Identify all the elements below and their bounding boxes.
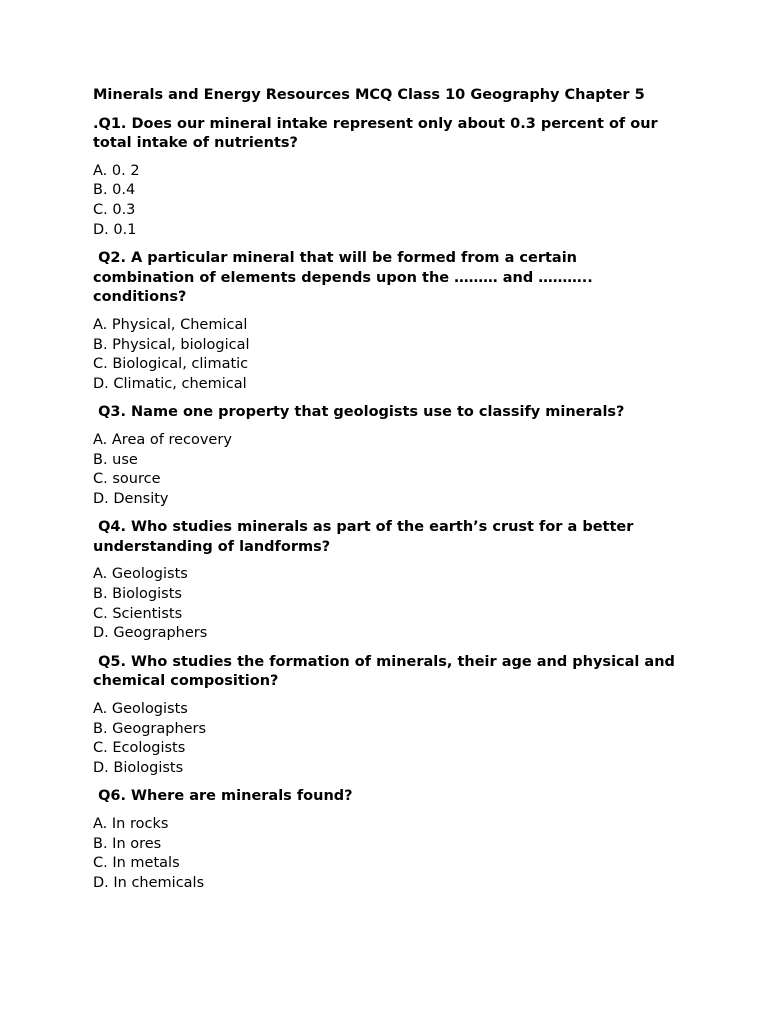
option-a: A. Geologists xyxy=(93,566,188,583)
document-title: Minerals and Energy Resources MCQ Class 10 Geography Chapter 5 xyxy=(93,87,645,103)
question-text: Q3. Name one property that geologists use to classify minerals? xyxy=(93,404,625,421)
question-text: Q4. Who studies minerals as part of the earth’s crust for a better understanding of landforms? xyxy=(93,519,639,555)
question-block-5 xyxy=(93,653,683,779)
option-d: D. In chemicals xyxy=(93,874,205,891)
question-text: Q5. Who studies the formation of minerals, their age and physical and chemical composition? xyxy=(93,653,680,690)
option-b: B. In ores xyxy=(93,835,162,852)
options-list xyxy=(93,316,683,394)
option-c: C. Scientists xyxy=(93,605,183,622)
option-d: D. Geographers xyxy=(93,625,208,642)
option-b: B. 0.4 xyxy=(93,182,136,199)
option-b: B. Biologists xyxy=(93,586,182,603)
options-list xyxy=(93,162,683,240)
question-block-3 xyxy=(93,403,683,509)
option-a: A. Area of recovery xyxy=(93,431,232,448)
option-c: C. source xyxy=(93,471,161,488)
option-a: A. Physical, Chemical xyxy=(93,316,248,333)
question-text: .Q1. Does our mineral intake represent only about 0.3 percent of our total intake of nutrients? xyxy=(93,115,663,152)
question-block-4 xyxy=(93,518,683,644)
options-list xyxy=(93,431,683,509)
question-text: Q6. Where are minerals found? xyxy=(93,788,353,805)
question-block-1 xyxy=(93,115,683,241)
question-block-6 xyxy=(93,787,683,893)
option-a: A. Geologists xyxy=(93,701,188,718)
option-b: B. Geographers xyxy=(93,720,207,737)
option-b: B. Physical, biological xyxy=(93,336,250,353)
options-list xyxy=(93,700,683,778)
option-a: A. 0. 2 xyxy=(93,162,140,179)
options-list xyxy=(93,565,683,643)
option-d: D. Biologists xyxy=(93,759,184,776)
question-text: Q2. A particular mineral that will be formed from a certain combination of elements depends upon the ……… and ……….. conditions? xyxy=(93,250,598,306)
option-d: D. 0.1 xyxy=(93,221,137,238)
document-page xyxy=(93,86,683,902)
option-a: A. In rocks xyxy=(93,816,169,832)
option-d: D. Climatic, chemical xyxy=(93,375,247,392)
option-b: B. use xyxy=(93,451,138,468)
option-c: C. Biological, climatic xyxy=(93,356,249,373)
option-d: D. Density xyxy=(93,490,169,507)
options-list xyxy=(93,815,683,893)
question-block-2 xyxy=(93,249,683,394)
option-c: C. 0.3 xyxy=(93,201,136,218)
option-c: C. In metals xyxy=(93,855,180,872)
option-c: C. Ecologists xyxy=(93,740,186,757)
